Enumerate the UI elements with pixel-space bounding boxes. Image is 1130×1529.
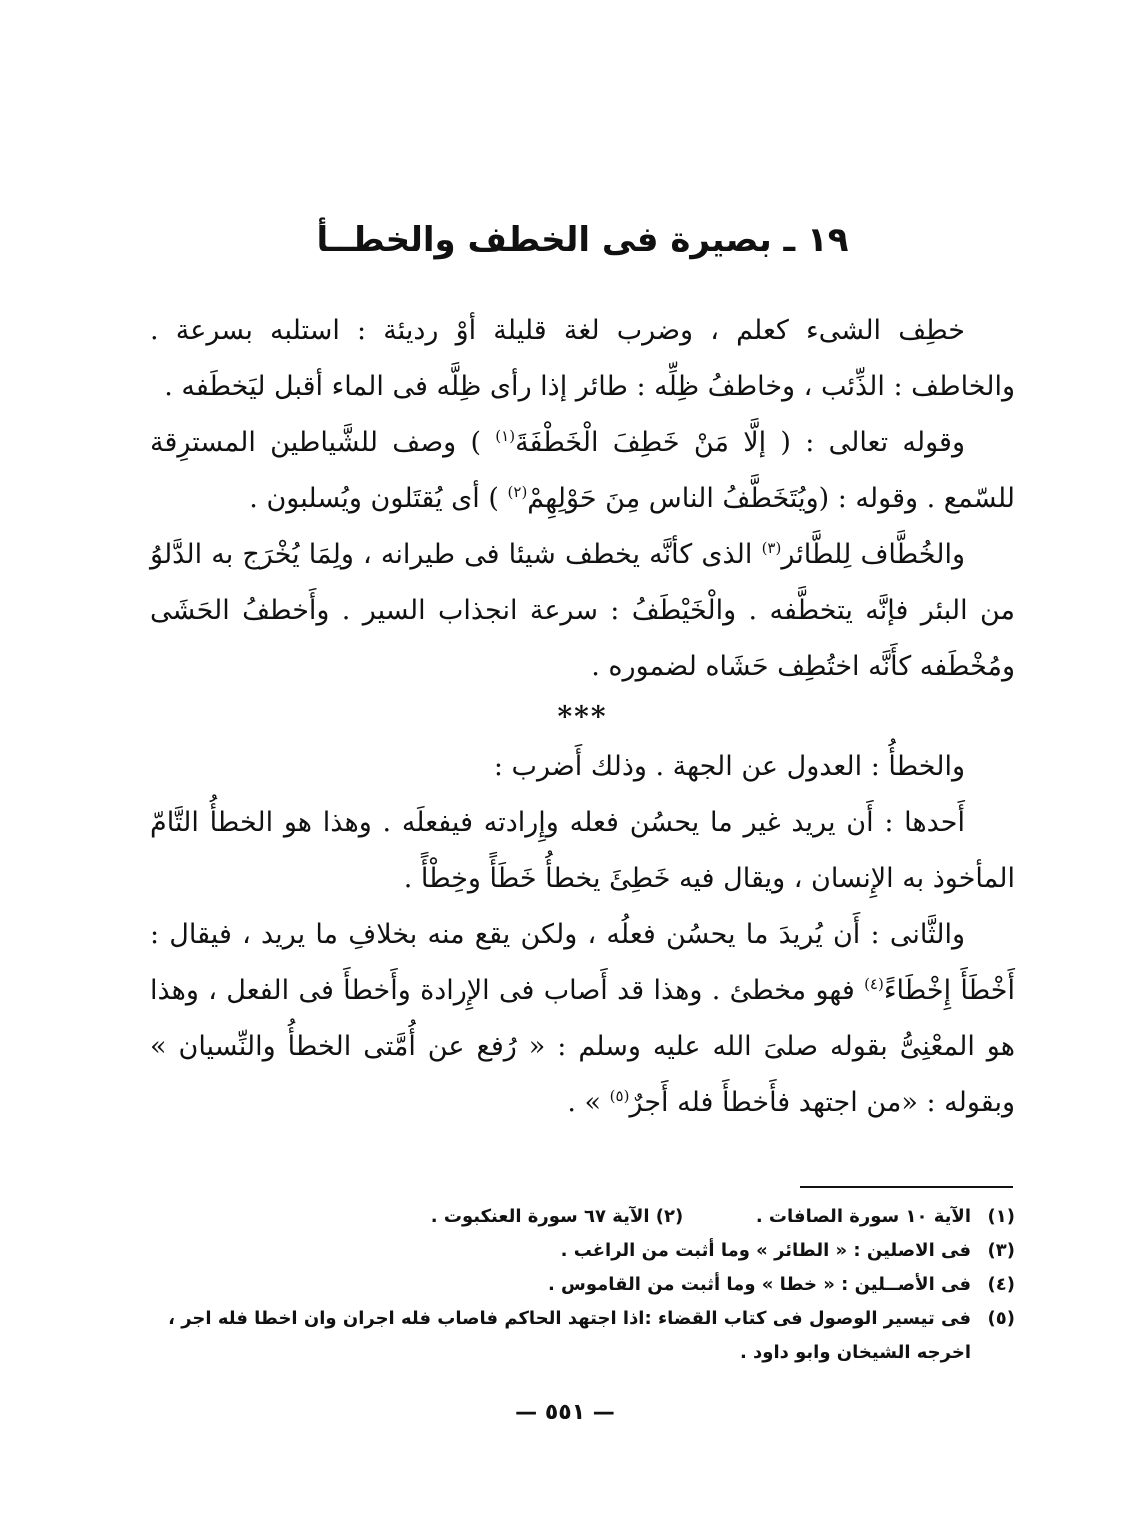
section-divider-stars: ***	[557, 700, 608, 733]
footnote-1-2-text	[150, 1200, 971, 1234]
paragraph-5: أَحدها : أَن يريد غير ما يحسُن فعله وإِرادته فيفعلَه . وهذا هو الخطأُ التَّامّ المأخوذ به الإِنسان ، ويقال فيه خَطِئَ يخطأُ خَطَأً وخِطْأً .	[150, 807, 1015, 894]
footnote-3	[150, 1234, 1015, 1268]
page-body	[150, 215, 1015, 1131]
paragraph-2-part-3: ) أى يُقتَلون ويُسلبون .	[249, 483, 499, 514]
footnote-1-2	[150, 1200, 1015, 1234]
section-title: ١٩ ـ بصيرة فى الخطف والخطــأ	[316, 220, 849, 260]
footnote-5-number: (٥)	[987, 1308, 1015, 1329]
footnote-ref-4: (٤)	[864, 975, 884, 993]
paragraph-6	[150, 907, 1015, 1131]
footnote-1-number: (١)	[987, 1206, 1015, 1227]
paragraph-6-part-2: فهو مخطئ . وهذا قد أَصاب فى الإِرادة وأَخطأَ فى الفعل ، وهذا هو المعْنِىُّ بقوله صلىَ الله عليه وسلم : « رُفع عن أُمَّتى الخطأُ والنِّسيان » وبقوله : «من اجتهد فأَخطأَ فله أَجرٌ	[150, 975, 1015, 1118]
footnote-5	[150, 1302, 1015, 1370]
paragraph-6-part-3: » .	[567, 1087, 602, 1118]
footnote-ref-3: (٣)	[761, 539, 782, 557]
footnote-ref-1: (١)	[495, 427, 516, 445]
footnote-2-number: (٢)	[655, 1206, 684, 1227]
footnote-ref-2: (٢)	[507, 483, 528, 501]
paragraph-3	[150, 527, 1015, 695]
paragraph-3-part-2: الذى كأنَّه يخطف شيئا فى طيرانه ، ولِمَا يُخْرَج به الدَّلوُ من البئر فإنَّه يتخطَّفه . والْخَيْطَفُ : سرعة انجذاب السير . وأَخطفُ الحَشَى ومُخْطَفه كأَنَّه اختُطِف حَشَاه لضموره .	[150, 539, 1015, 682]
footnote-5-text: فى تيسير الوصول فى كتاب القضاء :اذا اجتهد الحاكم فاصاب فله اجران وان اخطا فله اجر ، اخرجه الشيخان وابو داود .	[168, 1308, 971, 1363]
footnote-3-text: فى الاصلين : « الطائر » وما أثبت من الراغب .	[560, 1240, 971, 1261]
paragraph-6-part-1: والثَّانى : أَن يُريدَ ما يحسُن فعلُه ، ولكن يقع منه بخلافِ ما يريد ، فيقال : أَخْطَأَ إِخْطَاءً	[150, 919, 1015, 1006]
paragraph-4: والخطأُ : العدول عن الجهة . وذلك أَضرب :	[493, 751, 965, 782]
page-number: — ٥٥١ —	[515, 1400, 615, 1425]
paragraph-2	[150, 415, 1015, 527]
paragraph-1: خطِف الشىء كعلم ، وضرب لغة قليلة أوْ رديئة : استلبه بسرعة . والخاطف : الذِّئب ، وخاطفُ ظِلِّه : طائر إذا رأى ظِلَّه فى الماء أقبل ليَخطَفه .	[150, 315, 1015, 402]
paragraph-2-part-1: وقوله تعالى : ( إلَّا مَنْ خَطِفَ الْخَطْفَةَ	[515, 427, 965, 458]
footnote-4-text: فى الأصــلين : « خطا » وما أثبت من القاموس .	[547, 1274, 971, 1295]
footnote-4-number: (٤)	[987, 1274, 1015, 1295]
paragraph-2-part-2: ) وصف للشَّياطين المسترِقة للسّمع . وقوله : (ويُتَخَطَّفُ الناس مِنَ حَوْلِهِمْ	[150, 427, 1015, 514]
footnote-1-text: الآية ١٠ سورة الصافات .	[755, 1206, 971, 1227]
footnotes	[150, 1200, 1015, 1370]
footnote-ref-5: (٥)	[609, 1087, 630, 1105]
footnote-2-text: الآية ٦٧ سورة العنكبوت .	[430, 1206, 650, 1227]
footnote-separator	[800, 1186, 1013, 1188]
paragraph-3-part-1: والخُطَّاف لِلطَّائر	[781, 539, 966, 570]
footnote-4	[150, 1268, 1015, 1302]
footnote-3-number: (٣)	[987, 1240, 1015, 1261]
